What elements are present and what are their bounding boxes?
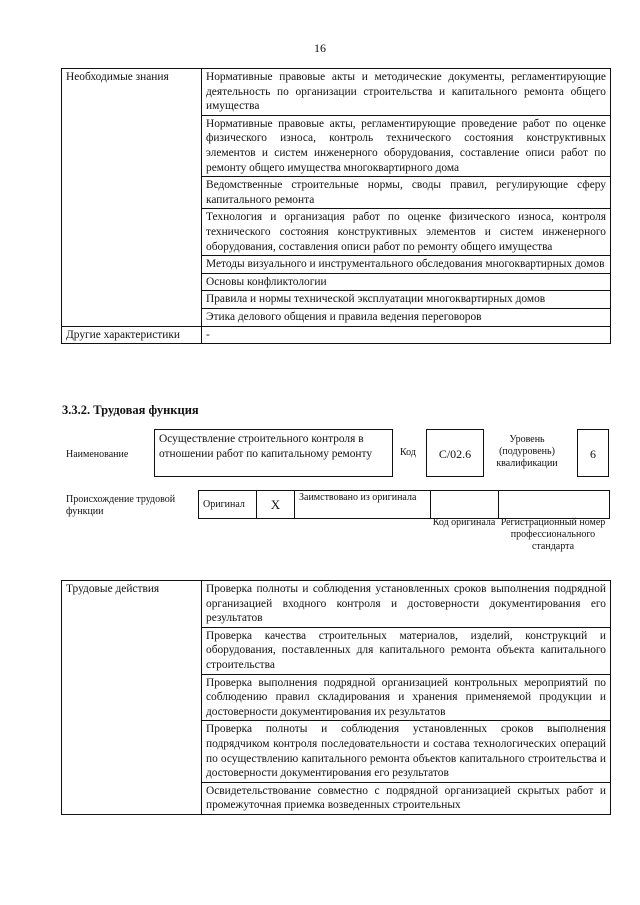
other-characteristics-value: - (202, 326, 611, 344)
knowledge-item: Правила и нормы технической эксплуатации многоквартирных домов (202, 291, 611, 309)
action-item: Проверка полноты и соблюдения установленных сроков выполнения подрядчиком контроля последовательности и состава технологических операций по осуществлению капитального ремонта объектов капитального строительства и достоверности документирования его результатов (202, 721, 611, 782)
knowledge-item: Этика делового общения и правила ведения переговоров (202, 308, 611, 326)
knowledge-item: Ведомственные строительные нормы, своды правил, регулирующие сферу капитального ремонта (202, 177, 611, 209)
action-item: Освидетельствование совместно с подрядной организацией скрытых работ и промежуточная приемка возведенных строительных (202, 782, 611, 814)
origin-mark: X (257, 491, 295, 519)
knowledge-item: Нормативные правовые акты и методические документы, регламентирующие деятельность по организации строительства и капитального ремонта общего имущества (202, 69, 611, 116)
page-number: 16 (314, 41, 326, 55)
actions-label: Трудовые действия (62, 581, 202, 815)
function-name: Осуществление строительного контроля в отношении работ по капитальному ремонту (154, 429, 393, 477)
knowledge-item: Методы визуального и инструментального обследования многоквартирных домов (202, 256, 611, 274)
level-value: 6 (577, 429, 609, 477)
origin-label: Происхождение трудовой функции (66, 494, 176, 517)
action-item: Проверка качества строительных материалов, изделий, конструкций и оборудования, поставленных для капитального ремонта объекта капитального строительства (202, 627, 611, 674)
origin-code-cell (431, 491, 499, 519)
function-code: C/02.6 (426, 429, 484, 477)
actions-table (61, 580, 611, 815)
code-label: Код (400, 447, 416, 458)
knowledge-table (61, 68, 611, 344)
knowledge-label: Необходимые знания (62, 69, 202, 327)
knowledge-item: Нормативные правовые акты, регламентирующие проведение работ по оценке физического износа, контроль технического состояния конструктивных элементов и систем инженерного оборудования, составление описи работ по ремонту общего имущества многоквартирного дома (202, 115, 611, 176)
action-item: Проверка выполнения подрядной организацией контрольных мероприятий по соблюдению правил складирования и хранения применяемой продукции и достоверности документирования их результатов (202, 674, 611, 721)
action-item: Проверка полноты и соблюдения установленных сроков выполнения подрядной организацией входного контроля и достоверности документирования его результатов (202, 581, 611, 628)
level-label: Уровень (подуровень) квалификации (496, 434, 558, 469)
caption-reg: Регистрационный номер профессионального стандарта (500, 517, 606, 552)
caption-code: Код оригинала (432, 517, 496, 528)
name-label: Наименование (66, 449, 129, 460)
other-characteristics-label: Другие характеристики (62, 326, 202, 344)
origin-table (198, 490, 610, 519)
knowledge-item: Технология и организация работ по оценке физического износа, контроля технического состояния конструктивных элементов и систем инженерного оборудования, составления описи работ по ремонту общего имущества (202, 209, 611, 256)
knowledge-item: Основы конфликтологии (202, 273, 611, 291)
origin-original: Оригинал (199, 491, 257, 519)
origin-borrowed: Заимствовано из оригинала (295, 491, 431, 519)
section-heading: 3.3.2. Трудовая функция (62, 403, 199, 417)
origin-reg-cell (499, 491, 610, 519)
